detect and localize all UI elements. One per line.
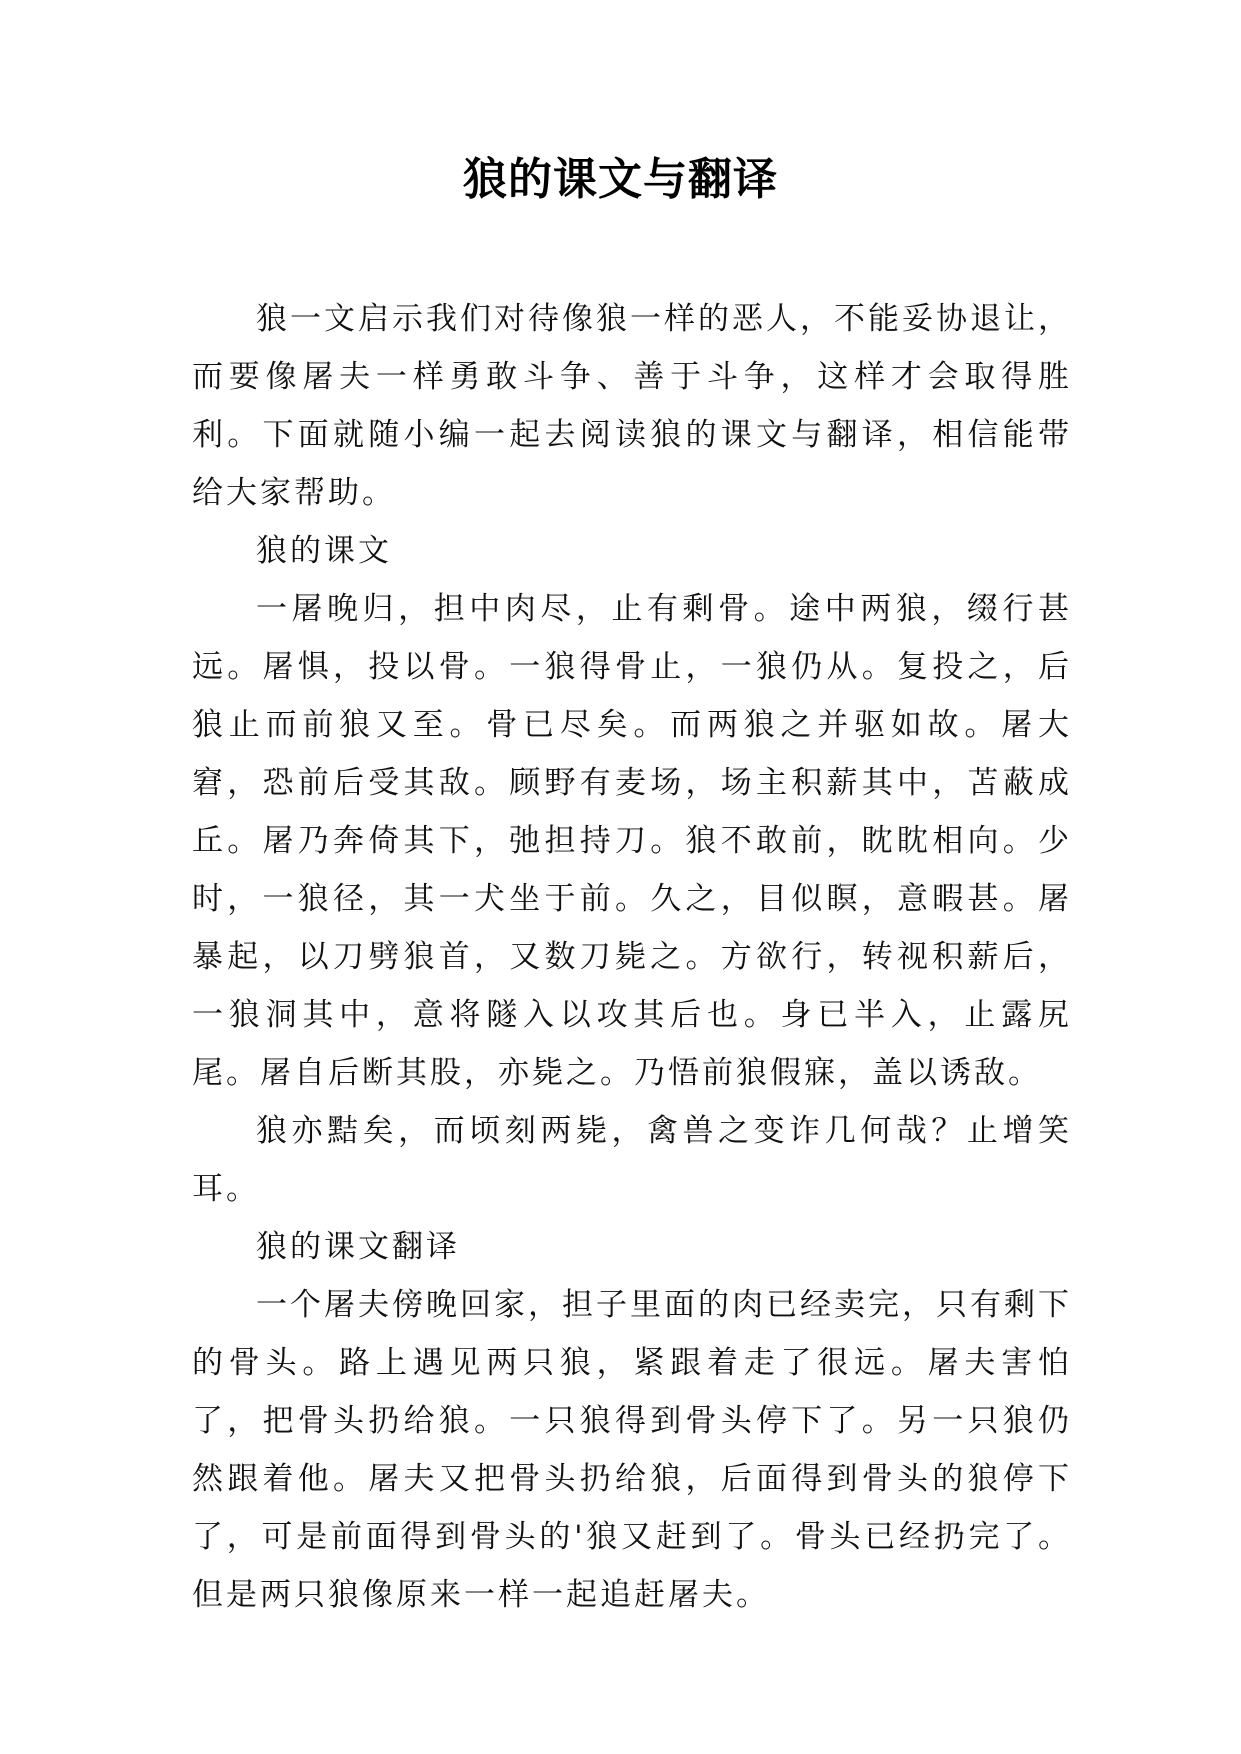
original-text-closing-paragraph: 狼亦黠矣，而顷刻两毙，禽兽之变诈几何哉？止增笑耳。 [192, 1113, 1072, 1207]
intro-paragraph: 狼一文启示我们对待像狼一样的恶人，不能妥协退让，而要像屠夫一样勇敢斗争、善于斗争，这样才会取得胜利。下面就随小编一起去阅读狼的课文与翻译，相信能带给大家帮助。 [192, 301, 1072, 511]
section-heading-translation: 狼的课文翻译 [256, 1229, 460, 1265]
document-title: 狼的课文与翻译 [463, 154, 778, 205]
document-body [192, 290, 1072, 1624]
section-heading-original-text: 狼的课文 [256, 533, 392, 569]
translation-paragraph: 一个屠夫傍晚回家，担子里面的肉已经卖完，只有剩下的骨头。路上遇见两只狼，紧跟着走了很远。屠夫害怕了，把骨头扔给狼。一只狼得到骨头停下了。另一只狼仍然跟着他。屠夫又把骨头扔给狼，后面得到骨头的狼停下了，可是前面得到骨头的'狼又赶到了。骨头已经扔完了。但是两只狼像原来一样一起追赶屠夫。 [192, 1287, 1072, 1613]
original-text-paragraph: 一屠晚归，担中肉尽，止有剩骨。途中两狼，缀行甚远。屠惧，投以骨。一狼得骨止，一狼仍从。复投之，后狼止而前狼又至。骨已尽矣。而两狼之并驱如故。屠大窘，恐前后受其敌。顾野有麦场，场主积薪其中，苫蔽成丘。屠乃奔倚其下，弛担持刀。狼不敢前，眈眈相向。少时，一狼径，其一犬坐于前。久之，目似瞑，意暇甚。屠暴起，以刀劈狼首，又数刀毙之。方欲行，转视积薪后，一狼洞其中，意将隧入以攻其后也。身已半入，止露尻尾。屠自后断其股，亦毙之。乃悟前狼假寐，盖以诱敌。 [192, 591, 1072, 1091]
